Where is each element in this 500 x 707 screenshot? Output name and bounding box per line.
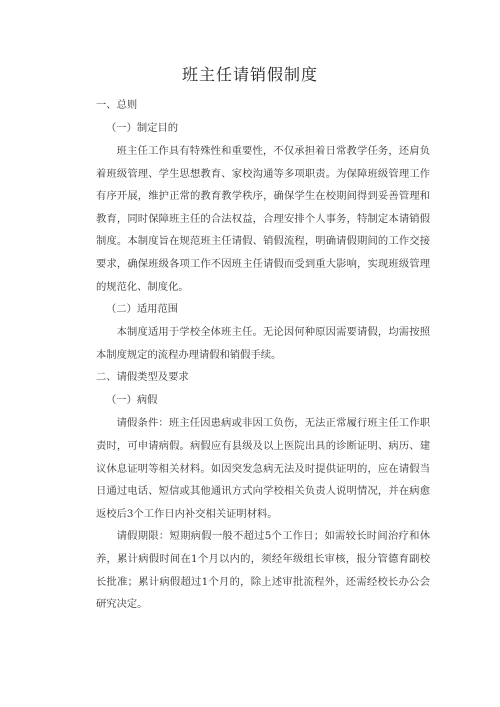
section-heading-general: 一、总则	[96, 99, 138, 111]
paragraph-sick-leave-conditions: 请假条件：班主任因患病或非因工负伤，无法正常履行班主任工作职责时，可申请病假。病假应有县级及以上医院出具的诊断证明、病历、建议休息证明等相关材料。如因突发急病无法及时提供证明的，应在请假当日通过电话、短信或其他通讯方式向学校相关负责人说明情况，并在病愈返校后3个工作日内补交相关证明材料。	[96, 417, 430, 520]
subsection-heading-sick-leave: （一）病假	[106, 394, 158, 407]
section-heading-leave-types: 二、请假类型及要求	[96, 371, 189, 384]
paragraph-scope: 本制度适用于学校全体班主任。无论因何种原因需要请假，均需按照本制度规定的流程办理请假和销假手续。	[96, 326, 430, 361]
document-title: 班主任请销假制度	[181, 65, 318, 84]
paragraph-sick-leave-duration: 请假期限：短期病假一般不超过5个工作日；如需较长时间治疗和休养，累计病假时间在1个月以内的，须经年级组长审核，报分管德育副校长批准；累计病假超过1个月的，除上述审批流程外，还需经校长办公会研究决定。	[96, 530, 430, 611]
document-body	[96, 94, 430, 616]
subsection-heading-purpose: （一）制定目的	[106, 122, 179, 134]
paragraph-purpose: 班主任工作具有特殊性和重要性，不仅承担着日常教学任务，还肩负着班级管理、学生思想教育、家校沟通等多项职责。为保障班级管理工作有序开展，维护正常的教育教学秩序，确保学生在校期间得到妥善管理和教育，同时保障班主任的合法权益，合理安排个人事务，特制定本请销假制度。本制度旨在规范班主任请假、销假流程，明确请假期间的工作交接要求，确保班级各项工作不因班主任请假而受到重大影响，实现班级管理的规范化、制度化。	[96, 145, 430, 293]
subsection-heading-scope: （二）适用范围	[106, 303, 179, 316]
